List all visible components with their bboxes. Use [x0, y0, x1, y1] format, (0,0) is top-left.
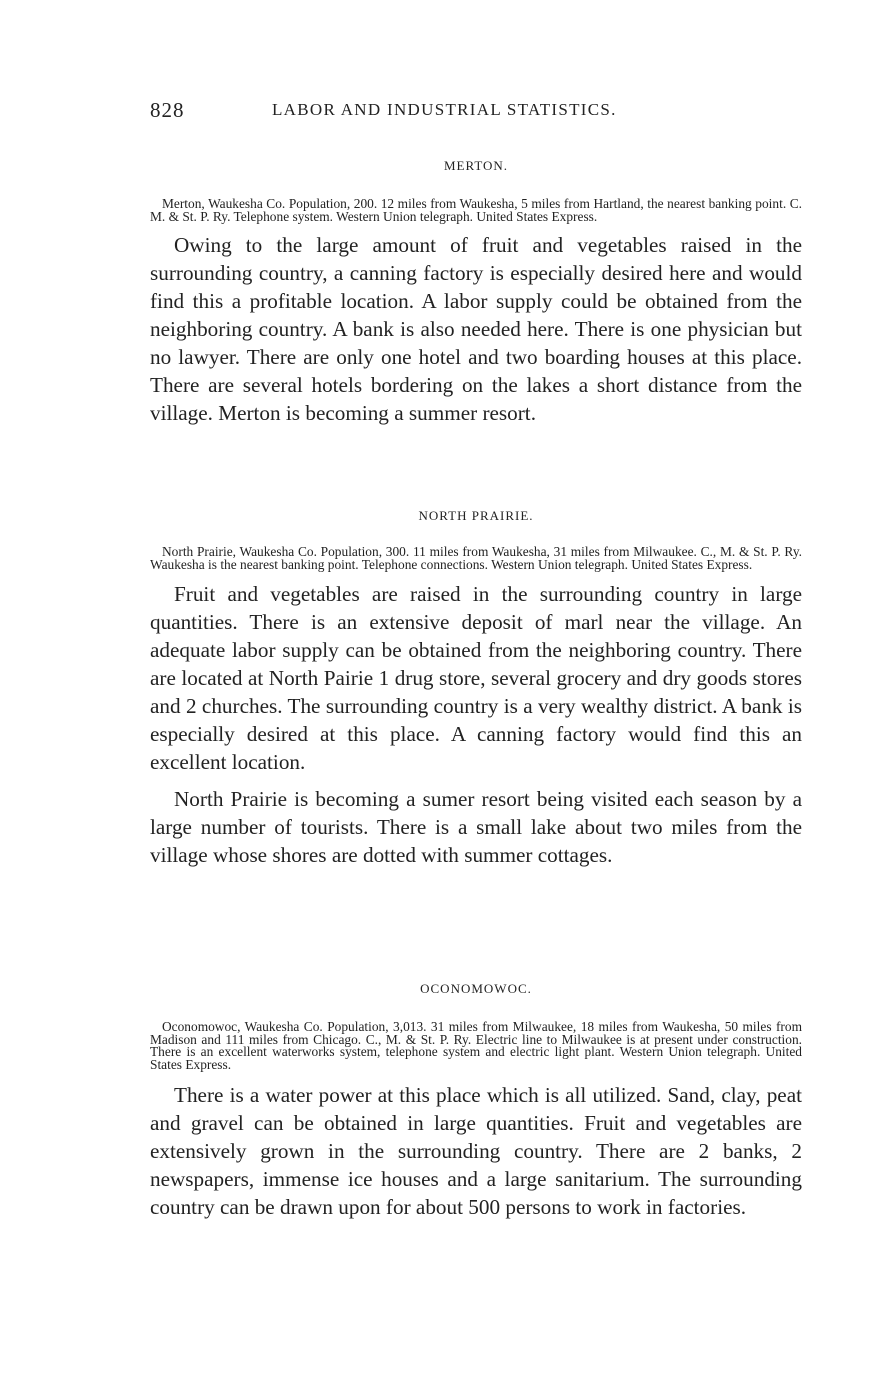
section-summary: Merton, Waukesha Co. Population, 200. 12 miles from Waukesha, 5 miles from Hartland, the nearest banking point. C. M. & St. P. Ry. Telephone system. Western Union telegraph. United States Express.: [150, 196, 802, 224]
section-summary: North Prairie, Waukesha Co. Population, 300. 11 miles from Waukesha, 31 miles from Milwaukee. C., M. & St. P. Ry. Waukesha is the nearest banking point. Telephone connections. Western Union telegraph. United States Express.: [150, 544, 802, 572]
section-north-prairie: [150, 508, 802, 869]
section-oconomowoc: [150, 981, 802, 1221]
body-paragraph: North Prairie is becoming a sumer resort being visited each season by a large number of tourists. There is a small lake about two miles from the village whose shores are dotted with summer cottages.: [150, 787, 802, 868]
page-header: [150, 98, 800, 128]
body-paragraph: There is a water power at this place which is all utilized. Sand, clay, peat and gravel can be obtained in large quantities. Fruit and vegetables are extensively grown in the surrounding country. There are 2 banks, 2 newspapers, immense ice houses and a large sanitarium. The surrounding country can be drawn upon for about 500 persons to work in factories.: [150, 1083, 802, 1220]
section-title: MERTON.: [443, 158, 509, 173]
section-summary: Oconomowoc, Waukesha Co. Population, 3,013. 31 miles from Milwaukee, 18 miles from Waukesha, 50 miles from Madison and 111 miles from Chicago. C., M. & St. P. Ry. Electric line to Milwaukee is at present under construction. There is an excellent waterworks system, telephone system and electric light plant. Western Union telegraph. United States Express.: [150, 1019, 802, 1072]
page-number: 828: [150, 98, 185, 122]
section-title: NORTH PRAIRIE.: [418, 508, 534, 523]
body-paragraph: Fruit and vegetables are raised in the surrounding country in large quantities. There is an extensive deposit of marl near the village. An adequate labor supply can be obtained from the neighboring country. There are located at North Pairie 1 drug store, several grocery and dry goods stores and 2 churches. The surrounding country is a very wealthy district. A bank is especially desired at this place. A canning factory would find this an excellent location.: [150, 582, 802, 775]
section-merton: [150, 158, 802, 427]
section-title: OCONOMOWOC.: [420, 981, 532, 996]
body-paragraph: Owing to the large amount of fruit and vegetables raised in the surrounding country, a canning factory is especially desired here and would find this a profitable location. A labor supply could be obtained from the neighboring country. A bank is also needed here. There is one physician but no lawyer. There are only one hotel and two boarding houses at this place. There are several hotels bordering on the lakes a short distance from the village. Merton is becoming a summer resort.: [150, 233, 802, 426]
running-title: LABOR AND INDUSTRIAL STATISTICS.: [272, 100, 617, 119]
